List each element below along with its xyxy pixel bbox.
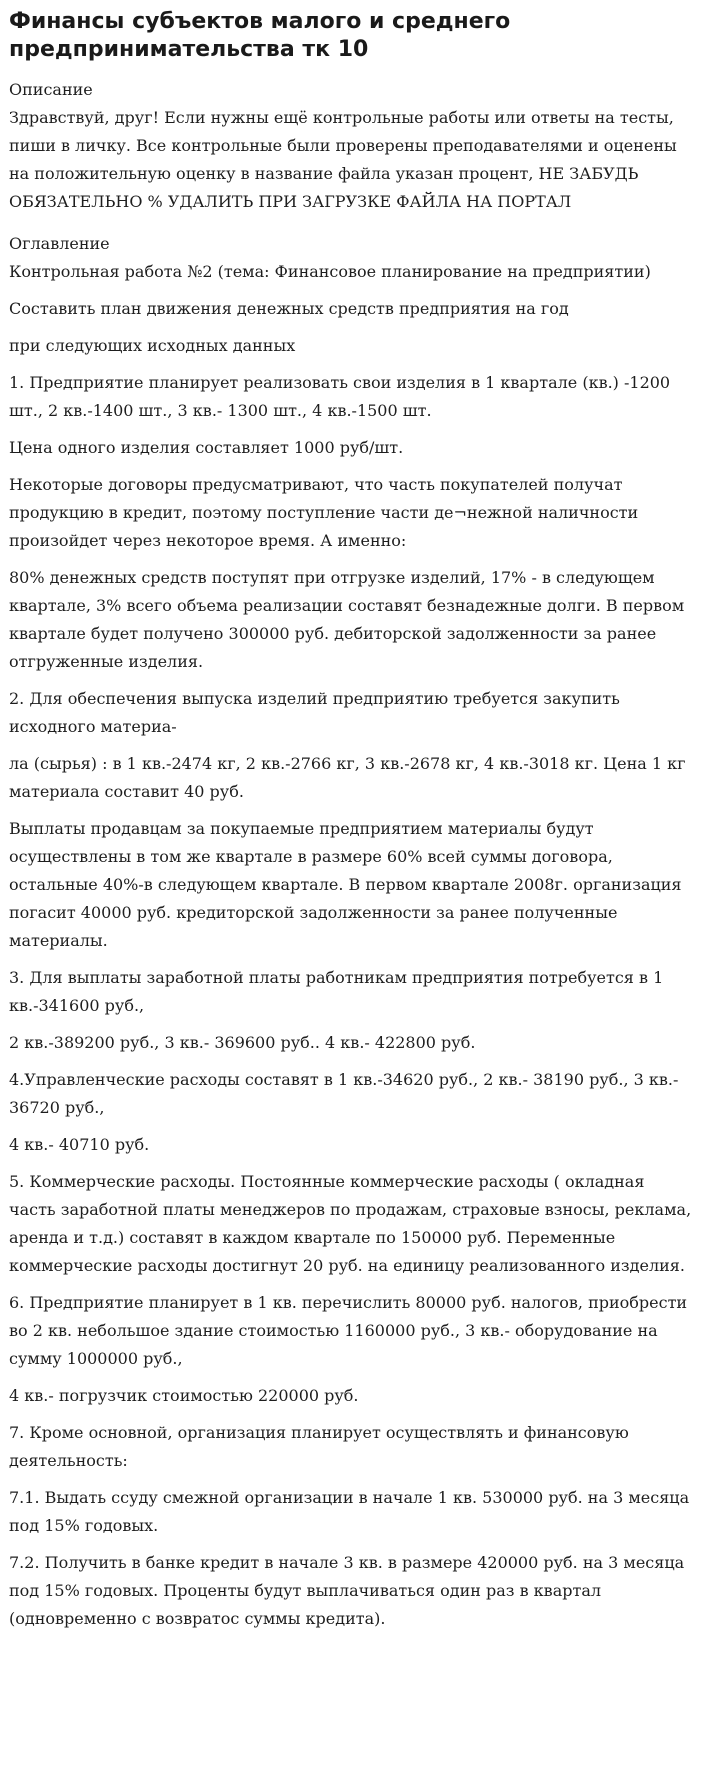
paragraph: Выплаты продавцам за покупаемые предприятием материалы будут осуществлены в том же квартале в размере 60% всей суммы договора, остальные 40%-в следующем квартале. В первом квартале 2008г. организация погасит 40000 руб. кредиторской задолженности за ранее полученные материалы. (9, 819, 682, 950)
paragraph: 7. Кроме основной, организация планирует осуществлять и финансовую деятельность: (9, 1423, 629, 1470)
toc-label: Оглавление (9, 234, 110, 253)
document-title: Финансы субъектов малого и среднего предпринимательства тк 10 (9, 9, 511, 62)
paragraph: при следующих исходных данных (9, 336, 296, 355)
paragraph: 80% денежных средств поступят при отгрузке изделий, 17% - в следующем квартале, 3% всего объема реализации составят безнадежные долги. В первом квартале будет получено 300000 руб. дебиторской задолженности за ранее отгруженные изделия. (9, 568, 685, 671)
paragraph: 5. Коммерческие расходы. Постоянные коммерческие расходы ( окладная часть заработной платы менеджеров по продажам, страховые взносы, реклама, аренда и т.д.) составят в каждом квартале по 150000 руб. Переменные коммерческие расходы достигнут 20 руб. на единицу реализованного изделия. (9, 1172, 692, 1275)
paragraph: 3. Для выплаты заработной платы работникам предприятия потребуется в 1 кв.-341600 руб., (9, 968, 664, 1015)
paragraph: 7.1. Выдать ссуду смежной организации в начале 1 кв. 530000 руб. на 3 месяца под 15% годовых. (9, 1488, 690, 1535)
description-text: Здравствуй, друг! Если нужны ещё контрольные работы или ответы на тесты, пиши в личку. Все контрольные были проверены преподавателями и оценены на положительную оценку в название файла указан процент, НЕ ЗАБУДЬ ОБЯЗАТЕЛЬНО % УДАЛИТЬ ПРИ ЗАГРУЗКЕ ФАЙЛА НА ПОРТАЛ (9, 108, 677, 211)
paragraph: 6. Предприятие планирует в 1 кв. перечислить 80000 руб. налогов, приобрести во 2 кв. небольшое здание стоимостью 1160000 руб., 3 кв.- оборудование на сумму 1000000 руб., (9, 1293, 688, 1368)
paragraph: 2 кв.-389200 руб., 3 кв.- 369600 руб.. 4 кв.- 422800 руб. (9, 1033, 476, 1052)
paragraph: 1. Предприятие планирует реализовать свои изделия в 1 квартале (кв.) -1200 шт., 2 кв.-1400 шт., 3 кв.- 1300 шт., 4 кв.-1500 шт. (9, 373, 671, 420)
paragraph: ла (сырья) : в 1 кв.-2474 кг, 2 кв.-2766 кг, 3 кв.-2678 кг, 4 кв.-3018 кг. Цена 1 кг материала составит 40 руб. (9, 754, 686, 801)
paragraph: Цена одного изделия составляет 1000 руб/шт. (9, 438, 404, 457)
paragraph: 7.2. Получить в банке кредит в начале 3 кв. в размере 420000 руб. на 3 месяца под 15% годовых. Проценты будут выплачиваться один раз в квартал (одновременно с возвратос суммы кредита). (9, 1553, 685, 1628)
paragraph: Контрольная работа №2 (тема: Финансовое планирование на предприятии) (9, 262, 651, 281)
paragraph: 4 кв.- 40710 руб. (9, 1135, 150, 1154)
document-page (9, 8, 694, 1633)
paragraph: 2. Для обеспечения выпуска изделий предприятию требуется закупить исходного материа- (9, 689, 620, 736)
paragraph: 4.Управленческие расходы составят в 1 кв.-34620 руб., 2 кв.- 38190 руб., 3 кв.- 36720 руб., (9, 1070, 679, 1117)
description-label: Описание (9, 80, 93, 99)
paragraph: 4 кв.- погрузчик стоимостью 220000 руб. (9, 1386, 359, 1405)
paragraph: Некоторые договоры предусматривают, что часть покупателей получат продукцию в кредит, поэтому поступление части де¬нежной наличности произойдет через некоторое время. А именно: (9, 475, 639, 550)
paragraph: Составить план движения денежных средств предприятия на год (9, 299, 569, 318)
